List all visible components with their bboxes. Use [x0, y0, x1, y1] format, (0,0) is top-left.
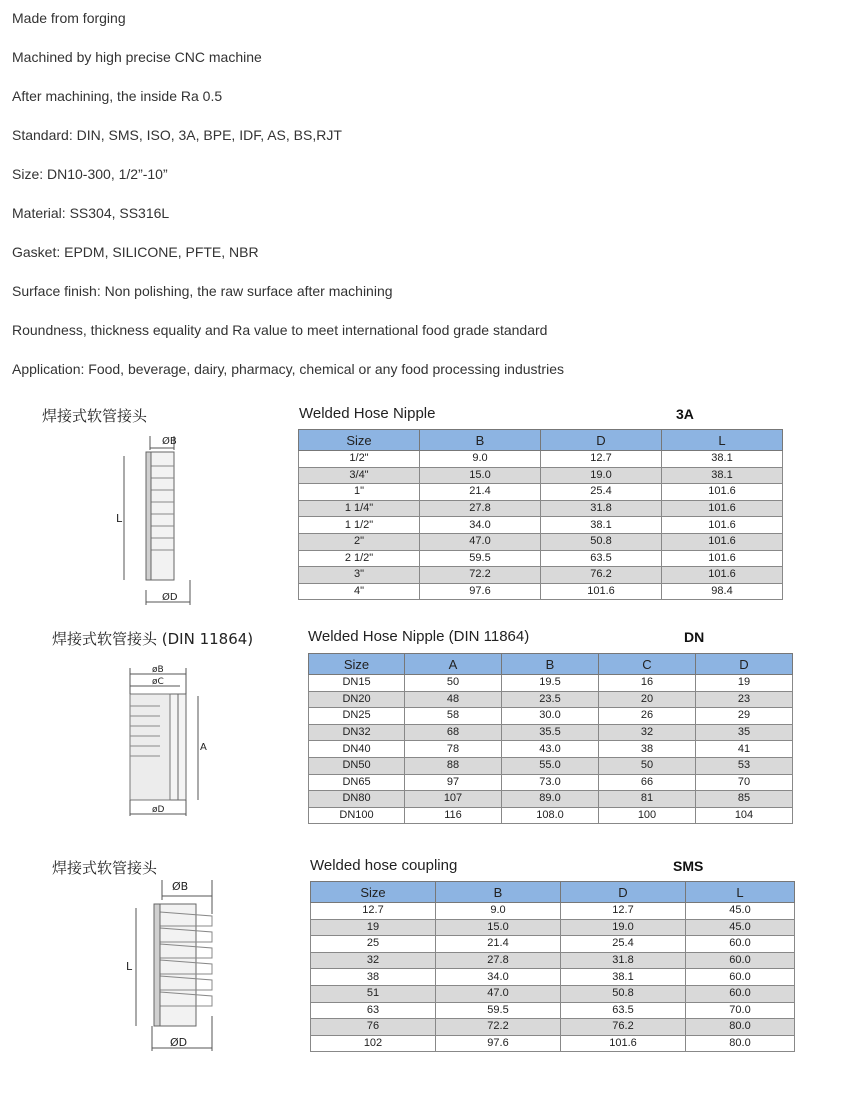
table-cell: 85 — [696, 791, 793, 808]
table-cell: 76.2 — [541, 567, 662, 584]
table-header-row — [311, 882, 795, 903]
table-cell: 63.5 — [541, 550, 662, 567]
table-header-cell: A — [405, 654, 502, 675]
section-cn-title: 焊接式软管接头 — [42, 407, 148, 425]
table-cell: 101.6 — [662, 500, 783, 517]
table-cell: 98.4 — [662, 583, 783, 600]
table-header-cell: Size — [309, 654, 405, 675]
spec-line: Size: DN10-300, 1/2”-10” — [12, 166, 168, 182]
spec-table-sms — [310, 881, 795, 1052]
table-cell: 101.6 — [662, 517, 783, 534]
table-cell: 26 — [599, 708, 696, 725]
table-header-cell: B — [420, 430, 541, 451]
dim-label: øD — [152, 805, 165, 815]
table-cell: 76 — [311, 1019, 436, 1036]
table-cell: 38.1 — [662, 467, 783, 484]
table-row — [311, 985, 795, 1002]
table-cell: 19 — [311, 919, 436, 936]
table-row — [311, 969, 795, 986]
table-cell: 34.0 — [436, 969, 561, 986]
table-row — [309, 691, 793, 708]
table-row — [311, 1035, 795, 1052]
table-header-cell: L — [686, 882, 795, 903]
dim-label: ØD — [170, 1036, 188, 1049]
table-cell: 21.4 — [436, 936, 561, 953]
table-cell: 38.1 — [561, 969, 686, 986]
table-cell: 50.8 — [561, 985, 686, 1002]
table-row — [311, 1019, 795, 1036]
table-cell: 43.0 — [502, 741, 599, 758]
table-cell: 80.0 — [686, 1035, 795, 1052]
table-cell: 81 — [599, 791, 696, 808]
dim-label: L — [126, 960, 133, 973]
table-cell: 102 — [311, 1035, 436, 1052]
table-cell: 4" — [299, 583, 420, 600]
table-header-row — [299, 430, 783, 451]
table-cell: DN65 — [309, 774, 405, 791]
spec-line: Standard: DIN, SMS, ISO, 3A, BPE, IDF, AS, BS,RJT — [12, 127, 342, 143]
section-en-title: Welded Hose Nipple — [299, 405, 436, 422]
table-cell: 72.2 — [420, 567, 541, 584]
table-cell: 68 — [405, 724, 502, 741]
table-cell: 16 — [599, 675, 696, 692]
table-header-cell: B — [502, 654, 599, 675]
table-row — [299, 533, 783, 550]
table-cell: DN40 — [309, 741, 405, 758]
table-cell: DN50 — [309, 757, 405, 774]
table-header-row — [309, 654, 793, 675]
table-cell: 19 — [696, 675, 793, 692]
spec-table-din — [308, 653, 793, 824]
table-cell: 27.8 — [436, 952, 561, 969]
table-cell: 38.1 — [662, 451, 783, 468]
table-cell: 70.0 — [686, 1002, 795, 1019]
table-cell: 23 — [696, 691, 793, 708]
table-cell: 50 — [599, 757, 696, 774]
table-cell: 80.0 — [686, 1019, 795, 1036]
spec-line: Machined by high precise CNC machine — [12, 49, 262, 65]
standard-tag: DN — [684, 629, 705, 645]
table-row — [311, 952, 795, 969]
table-cell: 12.7 — [541, 451, 662, 468]
table-cell: 2" — [299, 533, 420, 550]
table-cell: 20 — [599, 691, 696, 708]
table-cell: 101.6 — [662, 533, 783, 550]
table-row — [309, 791, 793, 808]
din-hose-nipple-drawing — [118, 660, 218, 820]
table-cell: 72.2 — [436, 1019, 561, 1036]
table-row — [299, 484, 783, 501]
table-cell: DN20 — [309, 691, 405, 708]
table-cell: 89.0 — [502, 791, 599, 808]
table-cell: 23.5 — [502, 691, 599, 708]
dim-label: L — [116, 512, 123, 525]
table-header-cell: B — [436, 882, 561, 903]
table-cell: 38 — [311, 969, 436, 986]
spec-line: Application: Food, beverage, dairy, pharmacy, chemical or any food processing industries — [12, 361, 564, 377]
table-cell: 60.0 — [686, 969, 795, 986]
dim-label: øB — [152, 665, 164, 675]
table-cell: DN25 — [309, 708, 405, 725]
table-cell: 45.0 — [686, 919, 795, 936]
table-row — [309, 741, 793, 758]
table-cell: 29 — [696, 708, 793, 725]
table-cell: 59.5 — [420, 550, 541, 567]
table-cell: 47.0 — [436, 985, 561, 1002]
table-cell: 15.0 — [420, 467, 541, 484]
table-row — [309, 724, 793, 741]
table-row — [311, 903, 795, 920]
table-header-cell: L — [662, 430, 783, 451]
table-cell: 19.0 — [561, 919, 686, 936]
spec-line: After machining, the inside Ra 0.5 — [12, 88, 223, 104]
table-cell: 12.7 — [311, 903, 436, 920]
table-cell: 38.1 — [541, 517, 662, 534]
table-cell: DN15 — [309, 675, 405, 692]
table-cell: 107 — [405, 791, 502, 808]
table-cell: 38 — [599, 741, 696, 758]
table-cell: 30.0 — [502, 708, 599, 725]
table-cell: 3/4" — [299, 467, 420, 484]
table-cell: 32 — [599, 724, 696, 741]
table-cell: 19.0 — [541, 467, 662, 484]
table-row — [311, 1002, 795, 1019]
table-cell: 50 — [405, 675, 502, 692]
table-cell: 108.0 — [502, 807, 599, 824]
table-cell: 32 — [311, 952, 436, 969]
table-row — [309, 675, 793, 692]
standard-tag: 3A — [676, 406, 694, 422]
table-cell: DN32 — [309, 724, 405, 741]
table-cell: 97.6 — [436, 1035, 561, 1052]
section-cn-title: 焊接式软管接头 (DIN 11864) — [52, 630, 254, 648]
table-cell: 53 — [696, 757, 793, 774]
table-body — [311, 903, 795, 1052]
table-cell: 76.2 — [561, 1019, 686, 1036]
table-cell: 12.7 — [561, 903, 686, 920]
section-en-title: Welded Hose Nipple (DIN 11864) — [308, 628, 530, 645]
table-cell: 35 — [696, 724, 793, 741]
table-cell: 101.6 — [662, 567, 783, 584]
table-cell: 63 — [311, 1002, 436, 1019]
table-cell: 34.0 — [420, 517, 541, 534]
hose-coupling-drawing — [118, 876, 228, 1056]
table-cell: 101.6 — [662, 484, 783, 501]
table-cell: 35.5 — [502, 724, 599, 741]
spec-line: Gasket: EPDM, SILICONE, PFTE, NBR — [12, 244, 259, 260]
table-header-cell: Size — [299, 430, 420, 451]
table-header-cell: Size — [311, 882, 436, 903]
table-cell: 66 — [599, 774, 696, 791]
table-cell: 47.0 — [420, 533, 541, 550]
table-cell: 21.4 — [420, 484, 541, 501]
table-cell: 25.4 — [561, 936, 686, 953]
table-cell: 51 — [311, 985, 436, 1002]
table-cell: 97.6 — [420, 583, 541, 600]
table-row — [309, 708, 793, 725]
table-cell: 45.0 — [686, 903, 795, 920]
table-cell: 31.8 — [541, 500, 662, 517]
table-row — [299, 583, 783, 600]
table-cell: 88 — [405, 757, 502, 774]
table-cell: 73.0 — [502, 774, 599, 791]
table-row — [299, 517, 783, 534]
table-cell: 25.4 — [541, 484, 662, 501]
table-row — [299, 451, 783, 468]
table-cell: 19.5 — [502, 675, 599, 692]
table-cell: DN100 — [309, 807, 405, 824]
table-cell: 1" — [299, 484, 420, 501]
table-cell: 9.0 — [436, 903, 561, 920]
table-body — [299, 451, 783, 600]
table-cell: 58 — [405, 708, 502, 725]
table-row — [311, 936, 795, 953]
table-cell: 104 — [696, 807, 793, 824]
table-cell: 116 — [405, 807, 502, 824]
table-cell: 101.6 — [561, 1035, 686, 1052]
table-cell: 78 — [405, 741, 502, 758]
table-cell: 60.0 — [686, 952, 795, 969]
table-cell: 70 — [696, 774, 793, 791]
table-cell: 1/2" — [299, 451, 420, 468]
dim-label: A — [200, 742, 207, 753]
table-row — [299, 567, 783, 584]
table-cell: 55.0 — [502, 757, 599, 774]
table-row — [299, 500, 783, 517]
dim-label: ØB — [162, 436, 177, 447]
spec-line: Material: SS304, SS316L — [12, 205, 170, 221]
table-row — [299, 467, 783, 484]
spec-line: Roundness, thickness equality and Ra value to meet international food grade standard — [12, 322, 548, 338]
table-cell: 97 — [405, 774, 502, 791]
section-cn-title: 焊接式软管接头 — [52, 859, 158, 877]
dim-label: øC — [152, 677, 164, 687]
table-body — [309, 675, 793, 824]
table-cell: 59.5 — [436, 1002, 561, 1019]
table-row — [311, 919, 795, 936]
section-en-title: Welded hose coupling — [310, 857, 458, 874]
table-cell: 2 1/2" — [299, 550, 420, 567]
table-row — [299, 550, 783, 567]
spec-line: Made from forging — [12, 10, 126, 26]
table-header-cell: D — [561, 882, 686, 903]
table-cell: 1 1/2" — [299, 517, 420, 534]
dim-label: ØD — [162, 592, 178, 603]
table-cell: 63.5 — [561, 1002, 686, 1019]
table-header-cell: D — [696, 654, 793, 675]
table-cell: 31.8 — [561, 952, 686, 969]
table-cell: 1 1/4" — [299, 500, 420, 517]
table-cell: 25 — [311, 936, 436, 953]
hose-nipple-drawing — [110, 430, 220, 610]
table-row — [309, 757, 793, 774]
table-cell: 60.0 — [686, 985, 795, 1002]
spec-line: Surface finish: Non polishing, the raw surface after machining — [12, 283, 393, 299]
table-cell: 9.0 — [420, 451, 541, 468]
table-cell: 101.6 — [541, 583, 662, 600]
table-row — [309, 807, 793, 824]
table-cell: 100 — [599, 807, 696, 824]
table-cell: 15.0 — [436, 919, 561, 936]
table-row — [309, 774, 793, 791]
table-cell: 60.0 — [686, 936, 795, 953]
standard-tag: SMS — [673, 858, 704, 874]
table-cell: 101.6 — [662, 550, 783, 567]
table-cell: 50.8 — [541, 533, 662, 550]
table-header-cell: D — [541, 430, 662, 451]
table-cell: 3" — [299, 567, 420, 584]
table-cell: DN80 — [309, 791, 405, 808]
dim-label: ØB — [172, 880, 189, 893]
table-cell: 48 — [405, 691, 502, 708]
table-header-cell: C — [599, 654, 696, 675]
table-cell: 27.8 — [420, 500, 541, 517]
spec-table-3a — [298, 429, 783, 600]
table-cell: 41 — [696, 741, 793, 758]
